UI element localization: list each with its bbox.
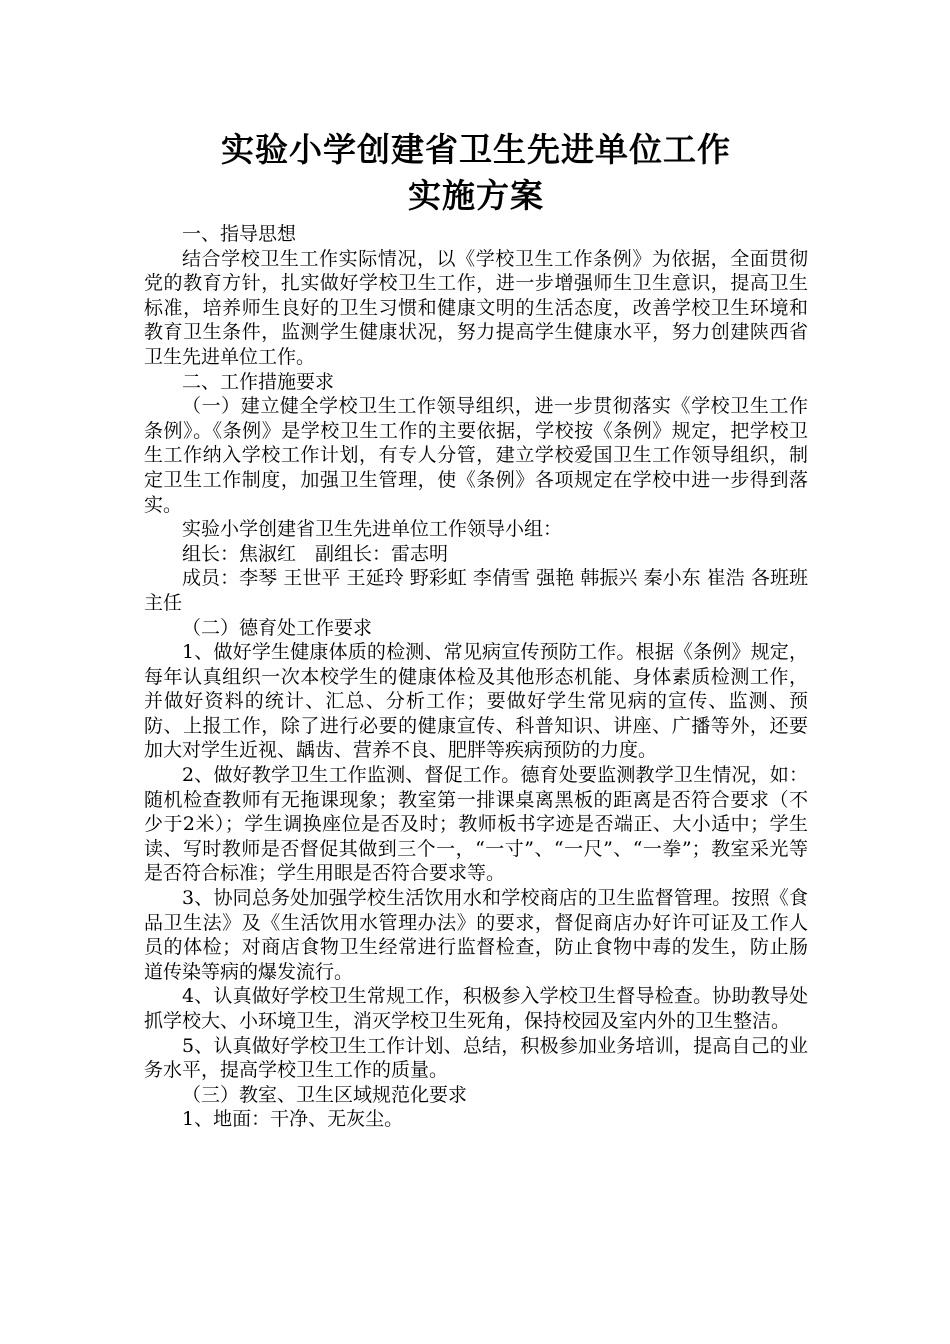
subsection-heading-moral-education: （二）德育处工作要求 [182,616,373,639]
document-title-line-1: 实验小学创建省卫生先进单位工作 [221,130,731,169]
list-item-plan-summary: 5、认真做好学校卫生工作计划、总结，积极参加业务培训，提高自己的业务水平，提高学校卫生工作的质量。 [144,1034,808,1082]
section-heading-guiding-ideology: 一、指导思想 [182,223,297,245]
paragraph-guiding-ideology: 结合学校卫生工作实际情况，以《学校卫生工作条例》为依据，全面贯彻党的教育方针，扎实做好学校卫生工作，进一步增强师生卫生意识，提高卫生标准，培养师生良好的卫生习惯和健康文明的生活态度，改善学校卫生环境和教育卫生条件，监测学生健康状况，努力提高学生健康水平，努力创建陕西省卫生先进单位工作。 [144,247,808,368]
paragraph-leadership-group: 实验小学创建省卫生先进单位工作领导小组： [182,518,563,541]
paragraph-group-leaders: 组长：焦淑红 副组长：雷志明 [182,542,449,565]
section-heading-work-measures: 二、工作措施要求 [182,370,335,393]
subsection-heading-classroom-standards: （三）教室、卫生区域规范化要求 [182,1083,468,1106]
list-item-water-and-store: 3、协同总务处加强学校生活饮用水和学校商店的卫生监督管理。按照《食品卫生法》及《生活饮用水管理办法》的要求，督促商店办好许可证及工作人员的体检；对商店食物卫生经常进行监督检查，防止食物中毒的发生，防止肠道传染等病的爆发流行。 [144,887,808,983]
list-item-health-check: 1、做好学生健康体质的检测、常见病宣传预防工作。根据《条例》规定，每年认真组织一次本校学生的健康体检及其他形态机能、身体素质检测工作，并做好资料的统计、汇总、分析工作；要做好学生常见病的宣传、监测、预防、上报工作，除了进行必要的健康宣传、科普知识、讲座、广播等外，还要加大对学生近视、龋齿、营养不良、肥胖等疾病预防的力度。 [144,641,808,762]
document-title-line-2: 实施方案 [408,176,544,215]
list-item-routine-work: 4、认真做好学校卫生常规工作，积极参入学校卫生督导检查。协助教导处抓学校大、小环境卫生，消灭学校卫生死角，保持校园及室内外的卫生整洁。 [144,985,808,1032]
paragraph-group-members: 成员：李琴 王世平 王延玲 野彩虹 李倩雪 强艳 韩振兴 秦小东 崔浩 各班班主任 [144,567,808,614]
document-page [144,128,808,1132]
list-item-teaching-hygiene: 2、做好教学卫生工作监测、督促工作。德育处要监测教学卫生情况，如：随机检查教师有无拖课现象；教室第一排课桌离黑板的距离是否符合要求（不少于2米）；学生调换座位是否及时；教师板书字迹是否端正、大小适中；学生读、写时教师是否督促其做到三个一，“一寸”、“一尺”、“一拳”；教室采光等是否符合标准；学生用眼是否符合要求等。 [144,764,808,885]
paragraph-leadership-organization: （一）建立健全学校卫生工作领导组织，进一步贯彻落实《学校卫生工作条例》。《条例》是学校卫生工作的主要依据，学校按《条例》规定，把学校卫生工作纳入学校工作计划，有专人分管，建立学校爱国卫生工作领导组织，制定卫生工作制度，加强卫生管理，使《条例》各项规定在学校中进一步得到落实。 [144,395,808,516]
list-item-floor: 1、地面：干净、无灰尘。 [182,1108,404,1131]
